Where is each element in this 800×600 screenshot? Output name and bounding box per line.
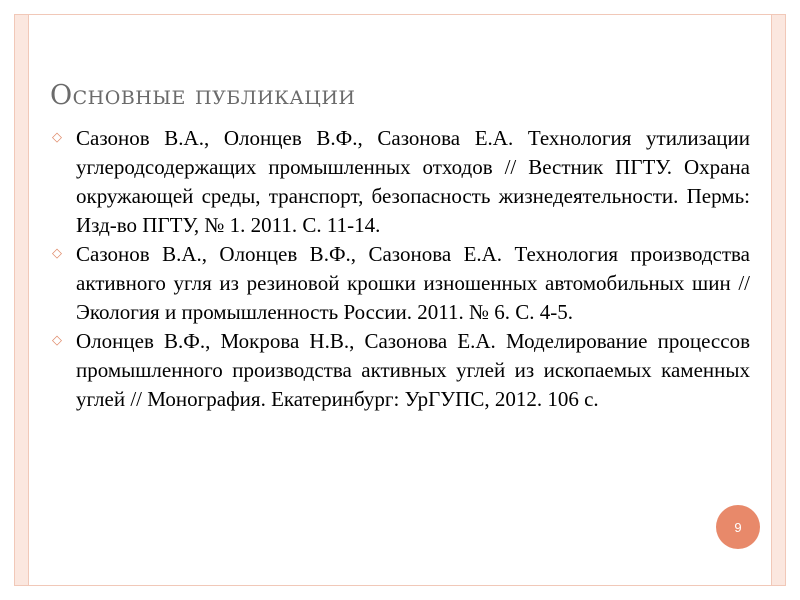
publication-text: Олонцев В.Ф., Мокрова Н.В., Сазонова Е.А. Моделирование процессов промышленного производства активных углей из ископаемых каменных углей // Монография. Екатеринбург: УрГУПС, 2012. 106 с. (76, 329, 750, 411)
hollow-diamond-bullet-icon: ◇ (52, 245, 62, 260)
publication-item (50, 240, 750, 327)
publication-item (50, 124, 750, 240)
publication-text: Сазонов В.А., Олонцев В.Ф., Сазонова Е.А. Технология утилизации углеродсодержащих промышленных отходов // Вестник ПГТУ. Охрана окружающей среды, транспорт, безопасность жизнедеятельности. Пермь: Изд-во ПГТУ, № 1. 2011. С. 11-14. (76, 126, 750, 237)
hollow-diamond-bullet-icon: ◇ (52, 129, 62, 144)
slide-title: Основные публикации (50, 80, 356, 111)
publication-list (50, 124, 750, 414)
publication-text: Сазонов В.А., Олонцев В.Ф., Сазонова Е.А. Технология производства активного угля из резиновой крошки изношенных автомобильных шин // Экология и промышленность России. 2011. № 6. С. 4-5. (76, 242, 750, 324)
publication-item (50, 327, 750, 414)
hollow-diamond-bullet-icon: ◇ (52, 332, 62, 347)
page-number-badge: 9 (716, 505, 760, 549)
